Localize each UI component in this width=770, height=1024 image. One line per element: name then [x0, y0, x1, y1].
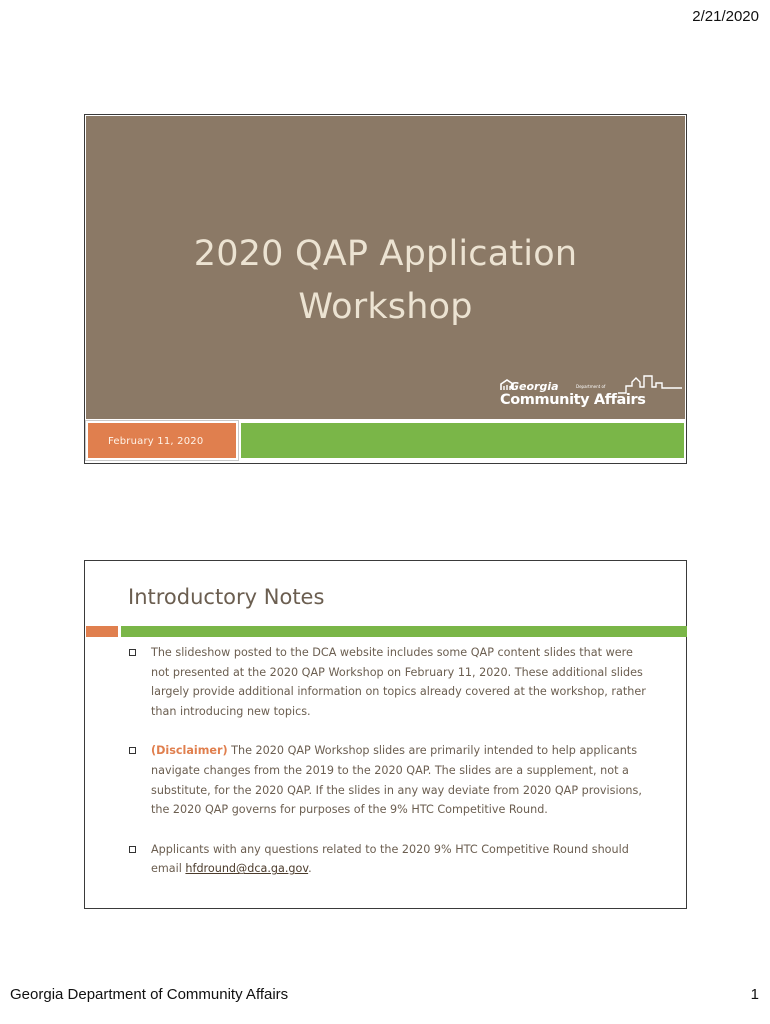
checkbox-bullet-icon: [129, 649, 136, 656]
slide-title: [86, 228, 685, 334]
bullet-list: [129, 643, 649, 899]
date-bar: [86, 421, 238, 460]
bullet-text: The 2020 QAP Workshop slides are primarily intended to help applicants navigate changes from the 2019 to the 2020 QAP. The slides are a supplement, not a substitute, for the 2020 QAP. If the slides in any way deviate from 2020 QAP provisions, the 2020 QAP governs for purposes of the 9% HTC Competitive Round.: [151, 744, 642, 817]
bullet-text: Applicants with any questions related to the 2020 9% HTC Competitive Round should email: [151, 842, 629, 876]
title-slide: [84, 114, 687, 464]
dca-logo: [500, 376, 682, 416]
checkbox-bullet-icon: [129, 747, 136, 754]
slide-title-line-2: Workshop: [298, 287, 473, 327]
logo-georgia-text: Georgia: [510, 380, 559, 393]
footer-page-number: 1: [750, 986, 759, 1003]
orange-accent-bar: [86, 626, 118, 637]
title-panel: [86, 116, 685, 419]
slide-heading: Introductory Notes: [128, 585, 325, 609]
presentation-date: February 11, 2020: [108, 436, 204, 447]
bullet-item: [129, 643, 649, 721]
logo-dept-text: Department of: [576, 384, 606, 389]
logo-skyline-icon: [618, 374, 682, 394]
slide-title-line-1: 2020 QAP Application: [193, 234, 578, 274]
disclaimer-label: (Disclaimer): [151, 744, 228, 758]
logo-main-text: Community Affairs: [500, 392, 646, 408]
introductory-notes-slide: [84, 560, 687, 909]
bullet-suffix: .: [308, 862, 312, 876]
checkbox-bullet-icon: [129, 846, 136, 853]
footer-organization: Georgia Department of Community Affairs: [10, 986, 289, 1003]
email-link[interactable]: hfdround@dca.ga.gov: [185, 862, 309, 876]
green-accent-bar: [121, 626, 687, 637]
page-date: 2/21/2020: [692, 8, 759, 25]
green-accent-bar: [239, 421, 686, 460]
bullet-text: The slideshow posted to the DCA website includes some QAP content slides that were not presented at the 2020 QAP Workshop on February 11, 2020. These additional slides largely provide additional information on topics already covered at the workshop, rather than introducing new topics.: [151, 646, 646, 718]
bullet-item: [129, 741, 649, 819]
bullet-item: [129, 840, 649, 879]
